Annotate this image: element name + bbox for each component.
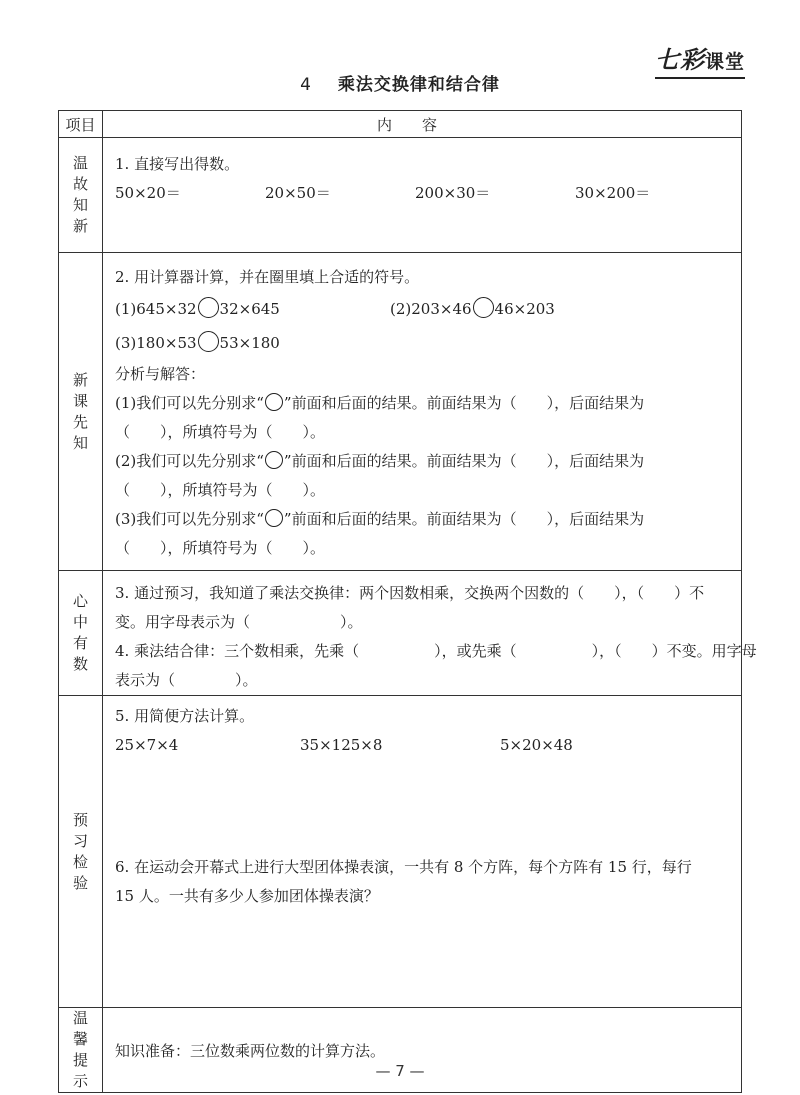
expression: 25×7×4 xyxy=(115,736,179,754)
answer-circle[interactable] xyxy=(198,331,219,352)
question-4-line: 4. 乘法结合律：三个数相乘，先乘（ ），或先乘（ ），（ ）不变。用字母 xyxy=(115,642,757,660)
section-label-yuxi: 预习检验 xyxy=(59,696,103,1008)
answer-circle[interactable] xyxy=(198,297,219,318)
section-wengu xyxy=(103,138,742,253)
question-4-line: 表示为（ ）。 xyxy=(115,671,258,689)
section-label-wengu: 温故知新 xyxy=(59,138,103,253)
section-label-xinke: 新课先知 xyxy=(59,253,103,571)
expression: 30×200＝ xyxy=(575,184,651,202)
tip-text: 知识准备：三位数乘两位数的计算方法。 xyxy=(115,1041,386,1060)
lesson-number: 4 xyxy=(300,75,312,95)
expression: 20×50＝ xyxy=(265,184,331,202)
brand-logo: 七彩课堂 xyxy=(655,40,745,79)
question-5: 5. 用简便方法计算。 xyxy=(115,707,255,725)
analysis-item: (2)我们可以先分别求“ ”前面和后面的结果。前面结果为（ ），后面结果为 （ ），所填符号为（ ）。 xyxy=(115,452,645,499)
circle-symbol-icon xyxy=(265,451,283,469)
analysis-heading: 分析与解答： xyxy=(115,365,206,383)
lesson-title: 乘法交换律和结合律 xyxy=(337,75,500,95)
circle-symbol-icon xyxy=(265,509,283,527)
expression: 5×20×48 xyxy=(500,736,573,754)
header-content: 内容 xyxy=(103,111,742,138)
question-3-line: 3. 通过预习，我知道了乘法交换律：两个因数相乘，交换两个因数的（ ），（ ）不 xyxy=(115,584,705,602)
expression: 200×30＝ xyxy=(415,184,491,202)
header-item: 项目 xyxy=(59,111,103,138)
section-yuxi xyxy=(103,696,742,1008)
worksheet-table xyxy=(58,110,757,1093)
analysis-item: (1)我们可以先分别求“ ”前面和后面的结果。前面结果为（ ），后面结果为 （ ），所填符号为（ ）。 xyxy=(115,394,645,441)
question-1: 1. 直接写出得数。 xyxy=(115,155,240,173)
work-space[interactable] xyxy=(115,760,731,853)
section-xinzhong xyxy=(103,571,757,696)
expression-row xyxy=(115,731,731,760)
circle-symbol-icon xyxy=(265,393,283,411)
compare-row-1: (1)645×32 32×645 (2)203×46 46×203 xyxy=(115,292,731,326)
section-label-xinzhong: 心中有数 xyxy=(59,571,103,696)
expression-row xyxy=(115,179,731,208)
question-6-line: 6. 在运动会开幕式上进行大型团体操表演，一共有 8 个方阵，每个方阵有 15 行，每行 xyxy=(115,858,692,876)
answer-circle[interactable] xyxy=(473,297,494,318)
question-3-line: 变。用字母表示为（ ）。 xyxy=(115,613,363,631)
section-xinke xyxy=(103,253,742,571)
page-number: — 7 — xyxy=(375,1062,425,1080)
question-6-line: 15 人。一共有多少人参加团体操表演？ xyxy=(115,887,379,905)
expression: 50×20＝ xyxy=(115,184,181,202)
compare-row-2: (3)180×53 53×180 xyxy=(115,326,731,360)
question-2: 2. 用计算器计算，并在圈里填上合适的符号。 xyxy=(115,268,420,286)
expression: 35×125×8 xyxy=(300,736,383,754)
analysis-item: (3)我们可以先分别求“ ”前面和后面的结果。前面结果为（ ），后面结果为 （ ），所填符号为（ ）。 xyxy=(115,510,645,557)
page-title xyxy=(0,70,800,95)
section-label-wenxin: 温馨提示 xyxy=(59,1008,103,1093)
